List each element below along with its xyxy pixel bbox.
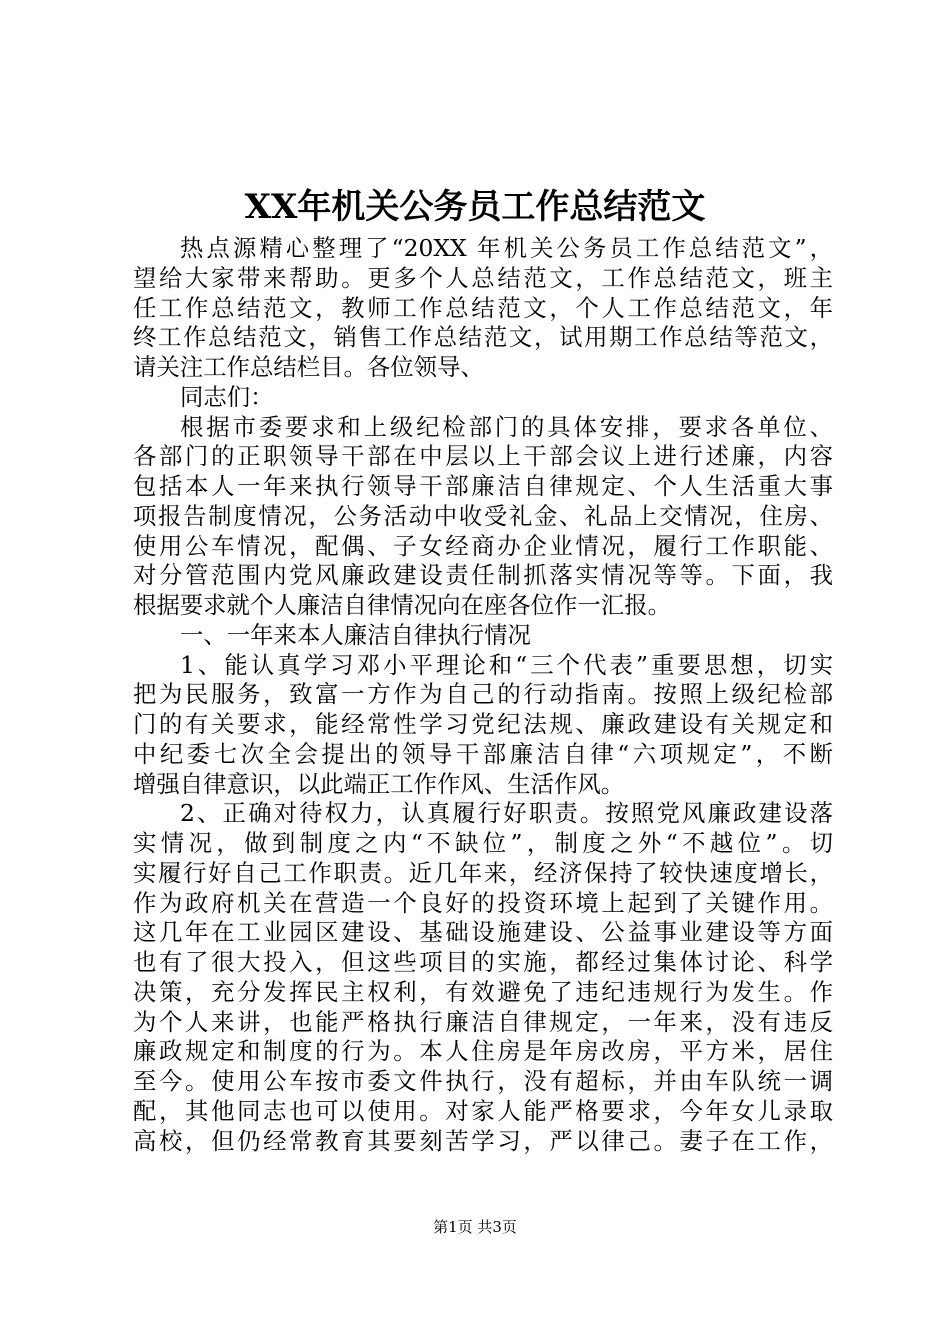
paragraph-line: 任工作总结范文，教师工作总结范文，个人工作总结范文，年 — [133, 293, 833, 322]
paragraph-line: 决策，充分发挥民主权利，有效避免了违纪违规行为发生。作 — [133, 977, 833, 1006]
paragraph-line: 把为民服务，致富一方作为自己的行动指南。按照上级纪检部 — [133, 680, 833, 709]
paragraph-line: 作为政府机关在营造一个良好的投资环境上起到了关键作用。 — [133, 888, 833, 917]
section-heading: 一、一年来本人廉洁自律执行情况 — [180, 620, 531, 649]
paragraph-line: 配，其他同志也可以使用。对家人能严格要求，今年女儿录取 — [133, 1096, 833, 1125]
paragraph-line: 增强自律意识，以此端正工作作风、生活作风。 — [133, 769, 625, 798]
paragraph-line: 廉政规定和制度的行为。本人住房是年房改房，平方米，居住 — [133, 1037, 833, 1066]
paragraph-line: 也有了很大投入，但这些项目的实施，都经过集体讨论、科学 — [133, 948, 833, 976]
paragraph-line: 2、正确对待权力，认真履行好职责。按照党风廉政建设落 — [180, 799, 833, 828]
paragraph-line: 实情况，做到制度之内“不缺位”，制度之外“不越位”。切 — [133, 829, 833, 857]
paragraph-line: 终工作总结范文，销售工作总结范文，试用期工作总结等范文， — [133, 323, 833, 352]
paragraph-line: 1、能认真学习邓小平理论和“三个代表”重要思想，切实 — [180, 650, 833, 679]
paragraph-line: 实履行好自己工作职责。近几年来，经济保持了较快速度增长， — [133, 858, 833, 887]
document-body — [133, 234, 833, 1156]
paragraph-line: 包括本人一年来执行领导干部廉洁自律规定、个人生活重大事 — [133, 472, 833, 500]
paragraph-line: 使用公车情况，配偶、子女经商办企业情况，履行工作职能、 — [133, 531, 833, 560]
paragraph-line: 这几年在工业园区建设、基础设施建设、公益事业建设等方面 — [133, 918, 833, 947]
document-title: XX年机关公务员工作总结范文 — [244, 187, 706, 227]
paragraph-line: 为个人来讲，也能严格执行廉洁自律规定，一年来，没有违反 — [133, 1007, 833, 1036]
paragraph-line: 根据市委要求和上级纪检部门的具体安排，要求各单位、 — [180, 412, 833, 441]
paragraph-line: 对分管范围内党风廉政建设责任制抓落实情况等等。下面，我 — [133, 561, 833, 590]
page-footer: 第1页 共3页 — [433, 1218, 517, 1236]
paragraph-line: 热点源精心整理了“20XX 年机关公务员工作总结范文”， — [180, 234, 833, 262]
paragraph-line: 请关注工作总结栏目。各位领导、 — [133, 353, 484, 381]
paragraph-line: 同志们： — [180, 382, 274, 411]
paragraph-line: 望给大家带来帮助。更多个人总结范文，工作总结范文，班主 — [133, 263, 833, 292]
paragraph-line: 至今。使用公车按市委文件执行，没有超标，并由车队统一调 — [133, 1067, 833, 1095]
paragraph-line: 高校，但仍经常教育其要刻苦学习，严以律己。妻子在工作， — [133, 1126, 833, 1155]
paragraph-line: 中纪委七次全会提出的领导干部廉洁自律“六项规定”，不断 — [133, 739, 833, 768]
paragraph-line: 门的有关要求，能经常性学习党纪法规、廉政建设有关规定和 — [133, 710, 833, 738]
paragraph-line: 各部门的正职领导干部在中层以上干部会议上进行述廉，内容 — [133, 442, 833, 471]
paragraph-line: 项报告制度情况，公务活动中收受礼金、礼品上交情况，住房、 — [133, 501, 833, 530]
paragraph-line: 根据要求就个人廉洁自律情况向在座各位作一汇报。 — [133, 591, 671, 619]
